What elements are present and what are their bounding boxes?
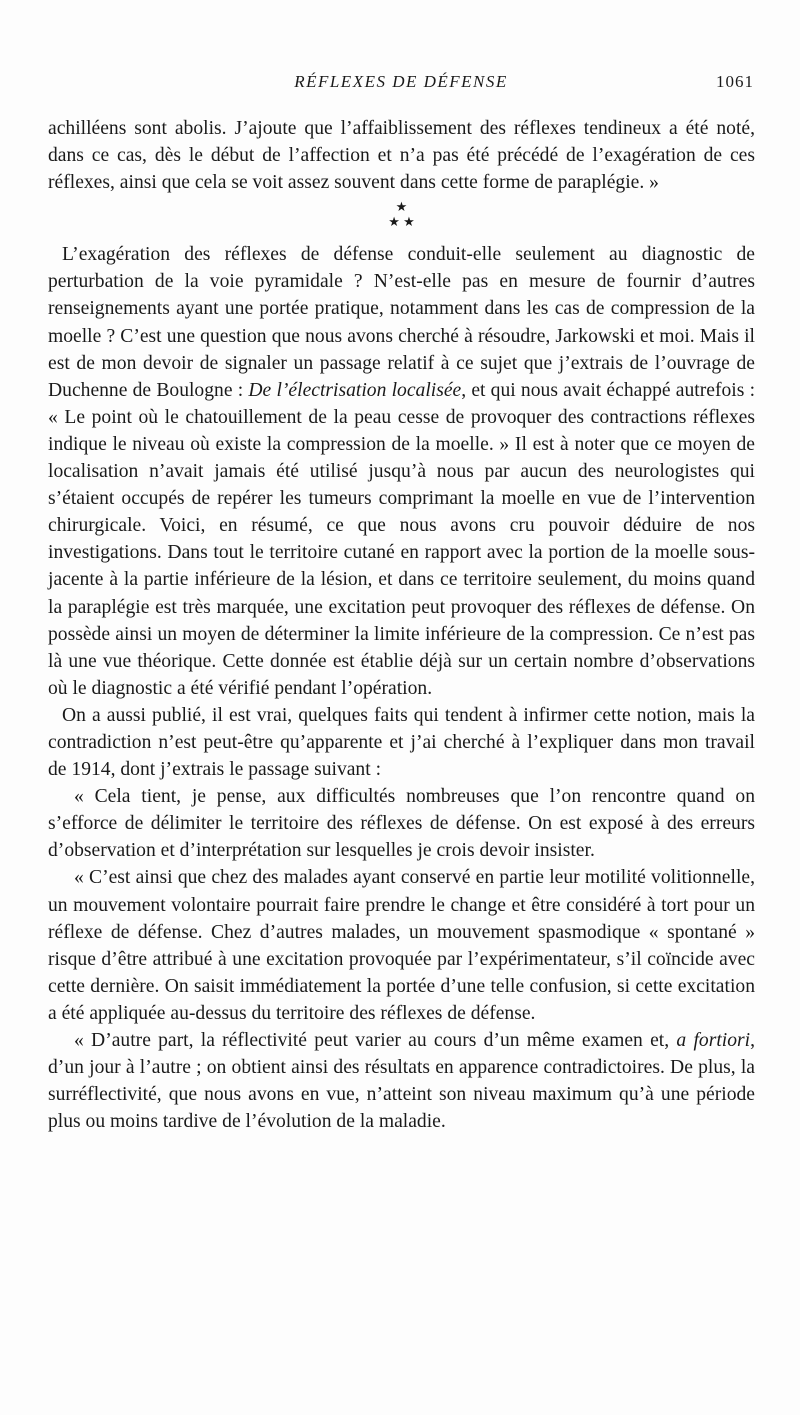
body-text	[48, 115, 755, 1135]
paragraph-text: , d’un jour à l’autre ; on obtient ainsi des résultats en apparence contradictoires. De plus, la surréflectivité, que nous avons en vue, n’atteint son niveau maximum qu’à une période plus ou moins tardive de l’évolution de la maladie.	[48, 1030, 755, 1133]
running-title: RÉFLEXES DE DÉFENSE	[294, 72, 508, 91]
latin-phrase-italic: a fortiori	[676, 1030, 751, 1051]
paragraph-quote-reflectivity	[48, 1027, 755, 1135]
asterism-section-break	[48, 199, 755, 229]
paragraph-text: « D’autre part, la réflectivité peut varier au cours d’un même examen et,	[74, 1030, 670, 1051]
paragraph-quote-confusion: « C’est ainsi que chez des malades ayant conservé en partie leur motilité volitionnelle, un mouvement volontaire pourrait faire prendre le change et être considéré à tort pour un réflexe de défense. Chez d’autres malades, un mouvement spasmodique « spontané » risque d’être attribué à une excitation provoquée par l’expérimentateur, s’il coïncide avec cette dernière. On saisit immédiatement la portée d’une telle confusion, si cette excitation a été appliquée au-dessus du territoire des réflexes de défense.	[48, 867, 755, 1024]
paragraph-quote-difficulties: « Cela tient, je pense, aux difficultés nombreuses que l’on rencontre quand on s’efforce de délimiter le territoire des réflexes de défense. On est exposé à des erreurs d’observation et d’interprétation sur lesquelles je crois devoir insister.	[48, 786, 755, 862]
paragraph-text: , et qui nous avait échappé autrefois : « Le point où le chatouillement de la peau cesse de provoquer des contractions réflexes indique le niveau où existe la compression de la moelle. » Il est à noter que ce moyen de localisation n’avait jamais été utilisé jusqu’à nous par aucun des neurologistes qui s’étaient occupés de repérer les tumeurs comprimant la moelle en vue de l’intervention chirurgicale. Voici, en résumé, ce que nous avons cru pouvoir déduire de nos investigations. Dans tout le territoire cutané en rapport avec la portion de la moelle sous-jacente à la partie inférieure de la lésion, et dans ce territoire seulement, du moins quand la paraplégie est très marquée, une excitation peut provoquer des réflexes de défense. On possède ainsi un moyen de déterminer la limite inférieure de la compression. Ce n’est pas là une vue théorique. Cette donnée est établie déjà sur un certain nombre d’observations où le diagnostic a été vérifié pendant l’opération.	[48, 379, 756, 699]
page-number: 1061	[716, 72, 754, 91]
paragraph-text: L’exagération des réflexes de défense conduit-elle seulement au diagnostic de perturbation de la voie pyramidale ? N’est-elle pas en mesure de fournir d’autres renseignements ayant une portée pratique, notamment dans les cas de compression de la moelle ? C’est une question que nous avons cherché à résoudre, Jarkowski et moi. Mais il est de mon devoir de signaler un passage relatif à ce sujet que j’extrais de l’ouvrage de Duchenne de Boulogne :	[48, 244, 755, 401]
paragraph-contradiction: On a aussi publié, il est vrai, quelques faits qui tendent à infirmer cette notion, mais la contradiction n’est peut-être qu’apparente et j’ai cherché à l’expliquer dans mon travail de 1914, dont j’extrais le passage suivant :	[48, 704, 755, 781]
asterism-top-star: ★	[395, 199, 408, 215]
paragraph-continuation: achilléens sont abolis. J’ajoute que l’affaiblissement des réflexes tendineux a été noté, dans ce cas, dès le début de l’affection et n’a pas été précédé de l’exagération de ces réflexes, ainsi que cela se voit assez souvent dans cette forme de paraplégie. »	[48, 118, 755, 194]
book-title-italic: De l’électrisation localisée	[248, 379, 462, 401]
paragraph-duchenne	[48, 241, 755, 702]
running-head	[48, 72, 754, 96]
asterism-bottom-stars: ★ ★	[388, 214, 415, 230]
